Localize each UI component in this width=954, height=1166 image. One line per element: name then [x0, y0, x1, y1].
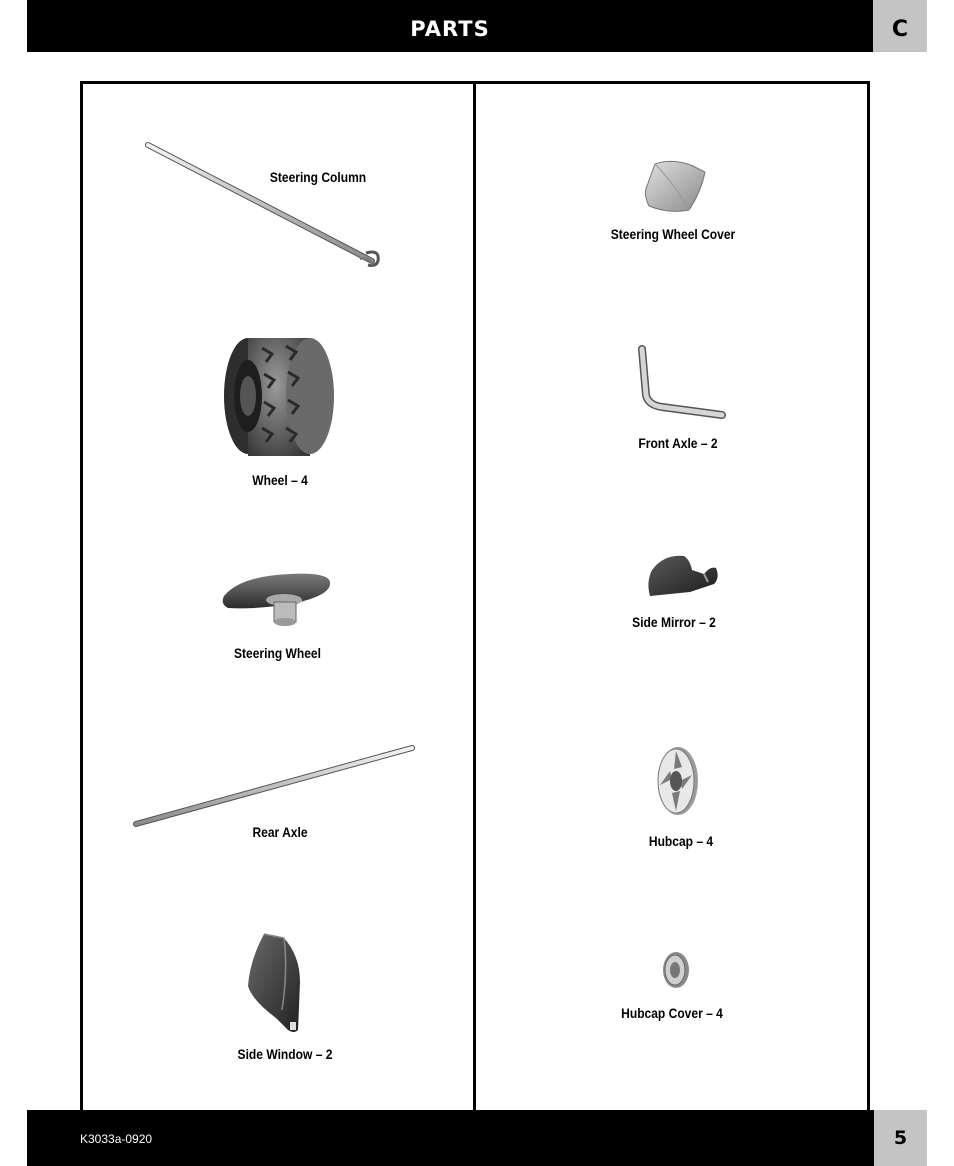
part-label-side-mirror: Side Mirror – 2 [632, 614, 716, 630]
part-label-steering-column: Steering Column [269, 169, 367, 185]
wheel-icon [222, 332, 340, 462]
part-label-front-axle: Front Axle – 2 [638, 435, 718, 451]
part-label-hubcap-cover: Hubcap Cover – 4 [621, 1005, 723, 1021]
document-code: K3033a-0920 [80, 1132, 153, 1146]
page-number: 5 [893, 1127, 908, 1149]
side-mirror-icon [644, 552, 722, 600]
side-window-icon [244, 930, 304, 1036]
footer-bar [27, 1110, 874, 1166]
hubcap-icon [652, 745, 702, 817]
section-tab [873, 0, 927, 52]
steering-wheel-icon [220, 566, 335, 632]
section-letter: C [891, 17, 909, 42]
rear-axle-icon [130, 740, 420, 832]
page-tab [874, 1110, 927, 1166]
part-label-steering-wheel: Steering Wheel [234, 645, 321, 661]
part-label-hubcap: Hubcap – 4 [648, 833, 714, 849]
header-bar [27, 0, 873, 52]
steering-column-icon [140, 135, 390, 275]
front-axle-icon [632, 343, 732, 425]
hubcap-cover-icon [660, 950, 692, 990]
part-label-wheel: Wheel – 4 [252, 472, 308, 488]
part-label-steering-wheel-cover: Steering Wheel Cover [610, 226, 736, 242]
column-divider [473, 81, 476, 1121]
steering-wheel-cover-icon [643, 158, 709, 214]
part-label-rear-axle: Rear Axle [252, 824, 308, 840]
page-title: PARTS [410, 17, 490, 41]
part-label-side-window: Side Window – 2 [237, 1046, 333, 1062]
